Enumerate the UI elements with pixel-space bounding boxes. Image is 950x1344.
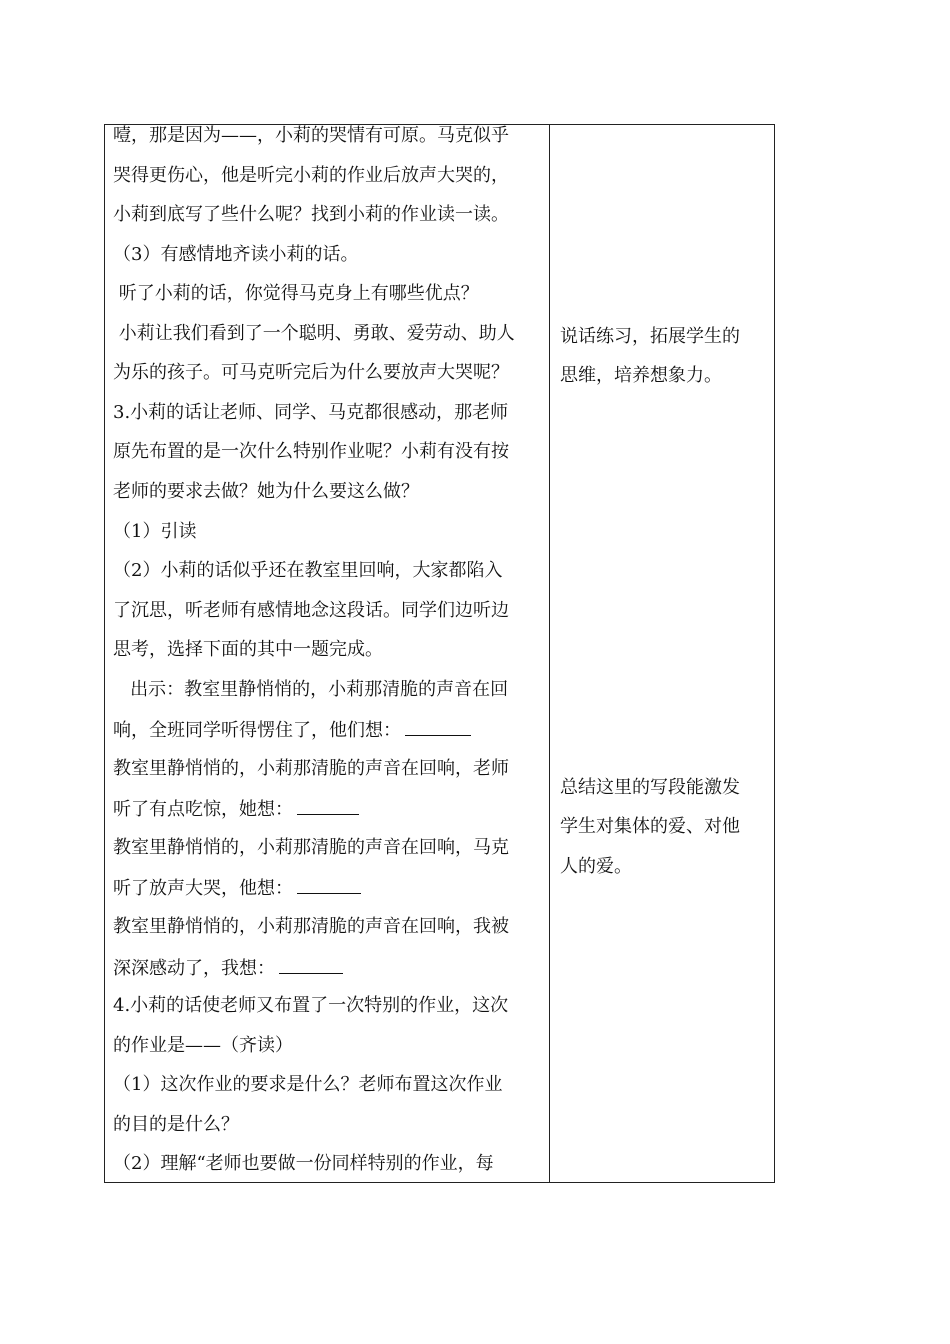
left-column-line <box>113 243 358 267</box>
column-divider <box>549 125 550 1182</box>
left-column-line <box>113 203 509 227</box>
left-column-line-text: （2）小莉的话似乎还在教室里回响，大家都陷入 <box>113 560 503 581</box>
left-column-line <box>113 282 479 306</box>
left-column-line-text: （1）引读 <box>113 521 197 542</box>
left-column-line-text: 小莉让我们看到了一个聪明、勇敢、爱劳动、助人 <box>113 323 515 344</box>
left-column-line-text: 为乐的孩子。可马克听完后为什么要放声大哭呢？ <box>113 362 509 383</box>
left-column-line <box>113 915 509 939</box>
left-column-line-text: 的目的是什么？ <box>113 1114 239 1135</box>
left-column-line <box>113 599 509 623</box>
left-column-line <box>113 717 471 741</box>
left-column-line-text: 了沉思，听老师有感情地念这段话。同学们边听边 <box>113 600 509 621</box>
left-column-line-text: （3）有感情地齐读小莉的话。 <box>113 244 359 265</box>
right-column-line-text: 总结这里的写段能激发 <box>560 777 740 798</box>
left-column-line-text: 出示：教室里静悄悄的，小莉那清脆的声音在回 <box>113 679 509 700</box>
right-column-line-text: 思维，培养想象力。 <box>560 365 722 386</box>
left-column-line <box>113 559 502 583</box>
left-column-line-text: 教室里静悄悄的，小莉那清脆的声音在回响，老师 <box>113 758 509 779</box>
left-column-line <box>113 1034 293 1058</box>
left-column-line <box>113 361 509 385</box>
left-column-line <box>113 520 196 544</box>
left-column-line <box>113 1113 239 1137</box>
answer-blank <box>297 875 361 894</box>
left-column-line-text: 老师的要求去做？她为什么要这么做？ <box>113 481 419 502</box>
left-column-line-text: （2）理解“老师也要做一份同样特别的作业，每 <box>113 1153 494 1174</box>
left-column-line-text: 3.小莉的话让老师、同学、马克都很感动，那老师 <box>113 402 509 423</box>
left-column-line <box>113 796 359 820</box>
left-column-line <box>113 678 508 702</box>
left-column-line-text: （1）这次作业的要求是什么？老师布置这次作业 <box>113 1074 503 1095</box>
left-column-line-text: 4.小莉的话使老师又布置了一次特别的作业，这次 <box>113 995 509 1016</box>
right-column-line <box>560 776 740 800</box>
right-column-line <box>560 364 722 388</box>
left-column-line <box>113 994 508 1018</box>
left-column-line-text: 噎，那是因为——，小莉的哭情有可原。马克似乎 <box>113 125 509 146</box>
left-column-line-text: 原先布置的是一次什么特别作业呢？小莉有没有按 <box>113 441 509 462</box>
left-column-line-text: 听了有点吃惊，她想： <box>113 799 293 820</box>
left-column-line <box>113 757 509 781</box>
left-column-line <box>113 124 509 148</box>
left-column-line <box>113 164 509 188</box>
answer-blank <box>279 955 343 974</box>
right-column-line <box>560 325 740 349</box>
left-column-line <box>113 440 509 464</box>
right-column-line-text: 说话练习，拓展学生的 <box>560 326 740 347</box>
left-column-line <box>113 836 509 860</box>
left-column-line-text: 教室里静悄悄的，小莉那清脆的声音在回响，我被 <box>113 916 509 937</box>
left-column-line-text: 深深感动了，我想： <box>113 958 275 979</box>
left-column-line-text: 的作业是——（齐读） <box>113 1035 293 1056</box>
answer-blank <box>297 796 359 815</box>
left-column-line-text: 响，全班同学听得愣住了，他们想： <box>113 720 401 741</box>
left-column-line <box>113 401 508 425</box>
left-column-line <box>113 875 361 899</box>
right-column-line-text: 人的爱。 <box>560 856 632 877</box>
left-column-line-text: 听了小莉的话，你觉得马克身上有哪些优点？ <box>113 283 479 304</box>
left-column-line-text: 教室里静悄悄的，小莉那清脆的声音在回响，马克 <box>113 837 509 858</box>
left-column-line <box>113 322 515 346</box>
right-column-line <box>560 855 632 879</box>
left-column-line-text: 哭得更伤心，他是听完小莉的作业后放声大哭的， <box>113 165 509 186</box>
left-column-line <box>113 480 419 504</box>
right-column-line <box>560 815 740 839</box>
left-column-line <box>113 955 343 979</box>
left-column-line <box>113 638 383 662</box>
answer-blank <box>405 717 471 736</box>
left-column-line <box>113 1152 494 1176</box>
left-column-line-text: 思考，选择下面的其中一题完成。 <box>113 639 383 660</box>
right-column-line-text: 学生对集体的爱、对他 <box>560 816 740 837</box>
left-column-line <box>113 1073 502 1097</box>
left-column-line-text: 听了放声大哭，他想： <box>113 878 293 899</box>
left-column-line-text: 小莉到底写了些什么呢？找到小莉的作业读一读。 <box>113 204 509 225</box>
